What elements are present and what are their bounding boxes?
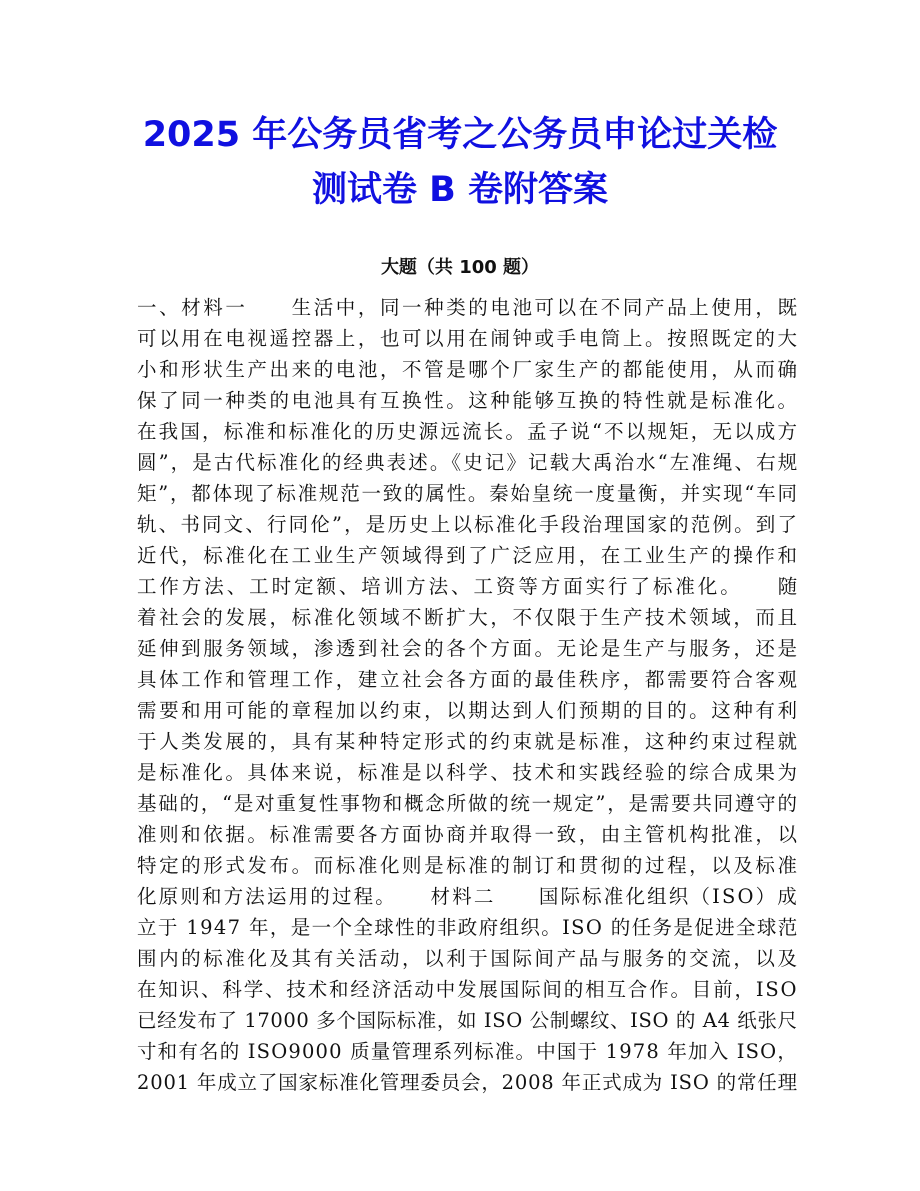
section-heading: 大题（共 100 题） — [380, 257, 540, 278]
body-line: 延伸到服务领域，渗透到社会的各个方面。无论是生产与服务，还是 — [137, 637, 800, 660]
body-line: 轨、书同文、行同伦”，是历史上以标准化手段治理国家的范例。到了 — [137, 513, 800, 536]
body-line: 小和形状生产出来的电池，不管是哪个厂家生产的都能使用，从而确 — [137, 358, 800, 381]
body-line: 立于 1947 年，是一个全球性的非政府组织。ISO 的任务是促进全球范 — [137, 916, 799, 939]
body-line: 在知识、科学、技术和经济活动中发展国际间的相互合作。目前，ISO — [137, 978, 799, 1001]
body-line: 于人类发展的，具有某种特定形式的约束就是标准，这种约束过程就 — [137, 730, 800, 753]
body-line: 需要和用可能的章程加以约束，以期达到人们预期的目的。这种有利 — [137, 699, 800, 722]
body-line: 具体工作和管理工作，建立社会各方面的最佳秩序，都需要符合客观 — [137, 668, 800, 691]
body-line: 一、材料一 生活中，同一种类的电池可以在不同产品上使用，既 — [137, 296, 800, 319]
body-line: 工作方法、工时定额、培训方法、工资等方面实行了标准化。 随 — [137, 575, 801, 598]
title-line-1: 2025 年公务员省考之公务员申论过关检 — [142, 115, 778, 155]
body-line: 化原则和方法运用的过程。 材料二 国际标准化组织（ISO）成 — [137, 885, 799, 908]
body-line: 是标准化。具体来说，标准是以科学、技术和实践经验的综合成果为 — [137, 761, 800, 784]
body-line: 基础的，“是对重复性事物和概念所做的统一规定”，是需要共同遵守的 — [137, 792, 799, 815]
body-line: 着社会的发展，标准化领域不断扩大，不仅限于生产技术领域，而且 — [137, 606, 800, 629]
body-line: 特定的形式发布。而标准化则是标准的制订和贯彻的过程，以及标准 — [137, 854, 800, 877]
body-line: 圆”，是古代标准化的经典表述。《史记》记载大禹治水“左准绳、右规 — [137, 451, 800, 474]
body-line: 矩”，都体现了标准规范一致的属性。秦始皇统一度量衡，并实现“车同 — [137, 482, 799, 505]
body-line: 保了同一种类的电池具有互换性。这种能够互换的特性就是标准化。 — [137, 389, 800, 412]
title-line-2: 测试卷 B 卷附答案 — [311, 170, 609, 210]
body-line: 2001 年成立了国家标准化管理委员会，2008 年正式成为 ISO 的常任理 — [137, 1071, 798, 1094]
body-line: 近代，标准化在工业生产领域得到了广泛应用，在工业生产的操作和 — [137, 544, 800, 567]
body-line: 准则和依据。标准需要各方面协商并取得一致，由主管机构批准，以 — [137, 823, 800, 846]
body-line: 在我国，标准和标准化的历史源远流长。孟子说“不以规矩，无以成方 — [137, 420, 800, 443]
body-text — [137, 292, 801, 1098]
body-line: 可以用在电视遥控器上，也可以用在闹钟或手电筒上。按照既定的大 — [137, 327, 800, 350]
body-line: 已经发布了 17000 多个国际标准，如 ISO 公制螺纹、ISO 的 A4 纸张尺 — [137, 1009, 798, 1032]
body-line: 围内的标准化及其有关活动，以利于国际间产品与服务的交流，以及 — [137, 947, 800, 970]
body-line: 寸和有名的 ISO9000 质量管理系列标准。中国于 1978 年加入 ISO， — [137, 1040, 799, 1063]
document-title — [0, 108, 920, 218]
